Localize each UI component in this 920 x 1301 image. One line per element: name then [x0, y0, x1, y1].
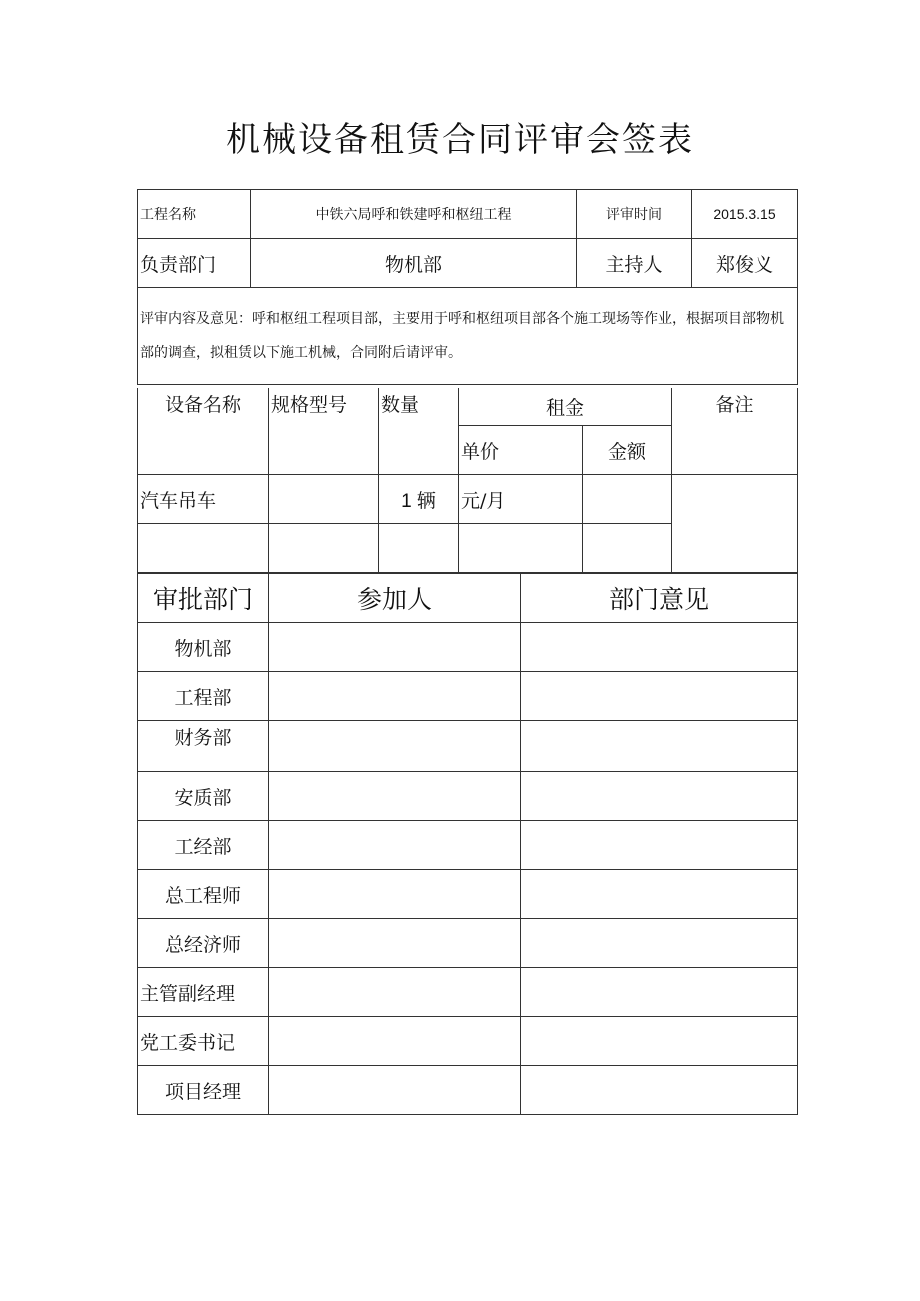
- participant-cell[interactable]: [269, 623, 521, 672]
- host-label: 主持人: [577, 239, 692, 288]
- amount-cell: [583, 475, 672, 524]
- quantity-cell: 1 辆: [379, 475, 459, 524]
- approval-dept-header: 审批部门: [138, 574, 269, 623]
- host-value: 郑俊义: [692, 239, 798, 288]
- participant-cell[interactable]: [269, 721, 521, 772]
- model-cell: [269, 475, 379, 524]
- approval-dept-cell: 总经济师: [138, 919, 269, 968]
- review-content: 评审内容及意见：呼和枢纽工程项目部，主要用于呼和枢纽项目部各个施工现场等作业，根据项目部物机部的调查，拟租赁以下施工机械，合同附后请评审。: [138, 288, 798, 385]
- approval-dept-cell: 总工程师: [138, 870, 269, 919]
- table-row: [138, 772, 798, 821]
- opinion-header: 部门意见: [521, 574, 798, 623]
- quantity-header: 数量: [379, 388, 459, 475]
- opinion-cell[interactable]: [521, 721, 798, 772]
- participant-cell[interactable]: [269, 1017, 521, 1066]
- approval-dept-cell: 主管副经理: [138, 968, 269, 1017]
- approval-dept-cell: 物机部: [138, 623, 269, 672]
- opinion-cell[interactable]: [521, 772, 798, 821]
- opinion-cell[interactable]: [521, 1066, 798, 1115]
- unit-price-cell: 元/月: [459, 475, 583, 524]
- project-name-label: 工程名称: [138, 190, 251, 239]
- table-row: [138, 672, 798, 721]
- participant-cell[interactable]: [269, 1066, 521, 1115]
- participant-cell[interactable]: [269, 870, 521, 919]
- opinion-cell[interactable]: [521, 1017, 798, 1066]
- approval-dept-cell: 财务部: [138, 721, 269, 772]
- amount-cell: [583, 524, 672, 573]
- approval-dept-cell: 党工委书记: [138, 1017, 269, 1066]
- remark-cell: [672, 475, 798, 573]
- table-row: [138, 721, 798, 772]
- table-row: [138, 821, 798, 870]
- approval-dept-cell: 工经部: [138, 821, 269, 870]
- page-title: 机械设备租赁合同评审会签表: [226, 120, 694, 160]
- responsible-dept-value: 物机部: [251, 239, 577, 288]
- table-row: [138, 1066, 798, 1115]
- opinion-cell[interactable]: [521, 919, 798, 968]
- approval-dept-cell: 工程部: [138, 672, 269, 721]
- opinion-cell[interactable]: [521, 672, 798, 721]
- opinion-cell[interactable]: [521, 821, 798, 870]
- opinion-cell[interactable]: [521, 968, 798, 1017]
- project-name-value: 中铁六局呼和铁建呼和枢纽工程: [251, 190, 577, 239]
- table-row: [138, 870, 798, 919]
- table-row: [138, 623, 798, 672]
- equipment-name-cell: 汽车吊车: [138, 475, 269, 524]
- equipment-name-header: 设备名称: [138, 388, 269, 475]
- approval-dept-cell: 安质部: [138, 772, 269, 821]
- project-info-table: [137, 189, 798, 385]
- participant-cell[interactable]: [269, 919, 521, 968]
- remark-header: 备注: [672, 388, 798, 475]
- rent-header: 租金: [459, 388, 672, 426]
- approval-dept-cell: 项目经理: [138, 1066, 269, 1115]
- opinion-cell[interactable]: [521, 870, 798, 919]
- participant-cell[interactable]: [269, 821, 521, 870]
- table-row: [138, 1017, 798, 1066]
- review-time-label: 评审时间: [577, 190, 692, 239]
- model-header: 规格型号: [269, 388, 379, 475]
- unit-price-cell: [459, 524, 583, 573]
- participant-cell[interactable]: [269, 968, 521, 1017]
- approval-table: [137, 573, 798, 1115]
- participant-cell[interactable]: [269, 672, 521, 721]
- model-cell: [269, 524, 379, 573]
- table-row: [138, 968, 798, 1017]
- participant-header: 参加人: [269, 574, 521, 623]
- amount-header: 金额: [583, 426, 672, 475]
- opinion-cell[interactable]: [521, 623, 798, 672]
- equipment-name-cell: [138, 524, 269, 573]
- responsible-dept-label: 负责部门: [138, 239, 251, 288]
- table-row: [138, 475, 798, 524]
- participant-cell[interactable]: [269, 772, 521, 821]
- unit-price-header: 单价: [459, 426, 583, 475]
- quantity-cell: [379, 524, 459, 573]
- review-time-value: 2015.3.15: [692, 190, 798, 239]
- table-row: [138, 919, 798, 968]
- equipment-table: [137, 388, 798, 573]
